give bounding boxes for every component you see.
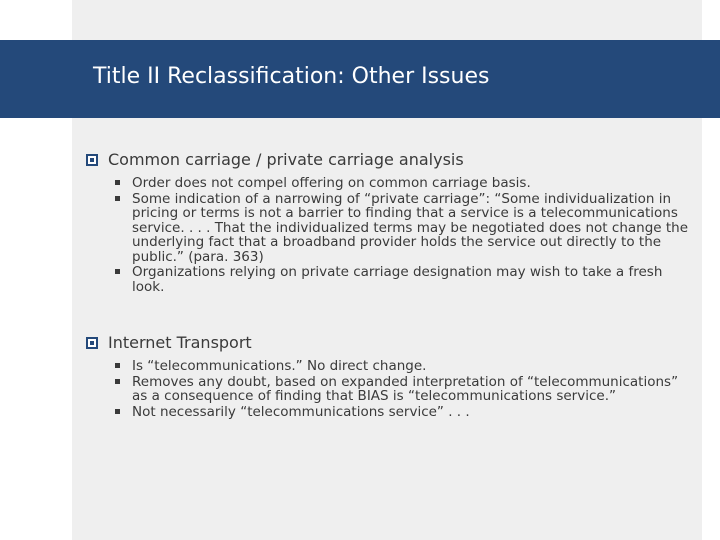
slide-content [86, 150, 696, 420]
sub-bullet [86, 359, 696, 374]
sub-bullet-text: Some indication of a narrowing of “private carriage”: “Some individualization in pricing or terms is not a barrier to finding that a service is a telecommunications service. . . . That the individualized terms may be negotiated does not change the underlying fact that a broadband provider holds the service out directly to the public.” (para. 363) [132, 190, 689, 265]
square-bullet-icon [115, 180, 120, 185]
bullet-internet-transport [86, 333, 696, 353]
sub-bullet [86, 375, 696, 404]
square-bullet-icon [115, 269, 120, 274]
sub-bullet [86, 192, 696, 265]
square-bullet-icon [115, 379, 120, 384]
sub-bullet-text: Organizations relying on private carriage designation may wish to take a fresh look. [132, 264, 663, 295]
bullet-common-carriage [86, 150, 696, 170]
square-bullet-icon [115, 363, 120, 368]
square-bullet-icon [86, 337, 98, 349]
square-bullet-icon [115, 196, 120, 201]
square-bullet-icon [86, 154, 98, 166]
sub-bullet-text: Order does not compel offering on common carriage basis. [132, 175, 531, 191]
square-bullet-icon [115, 409, 120, 414]
sub-bullet-list [86, 176, 696, 294]
sub-bullet [86, 265, 696, 294]
sub-bullet-text: Not necessarily “telecommunications service” . . . [132, 403, 470, 420]
sub-bullet [86, 176, 696, 191]
sub-bullet-list [86, 359, 696, 419]
slide-title: Title II Reclassification: Other Issues [93, 64, 490, 89]
sub-bullet-text: Removes any doubt, based on expanded interpretation of “telecommunications” as a consequence of finding that BIAS is “telecommunications service.” [132, 373, 679, 404]
sub-bullet [86, 405, 696, 420]
sub-bullet-text: Is “telecommunications.” No direct change. [132, 358, 427, 374]
bullet-text: Internet Transport [108, 333, 252, 352]
bullet-text: Common carriage / private carriage analysis [108, 150, 464, 169]
